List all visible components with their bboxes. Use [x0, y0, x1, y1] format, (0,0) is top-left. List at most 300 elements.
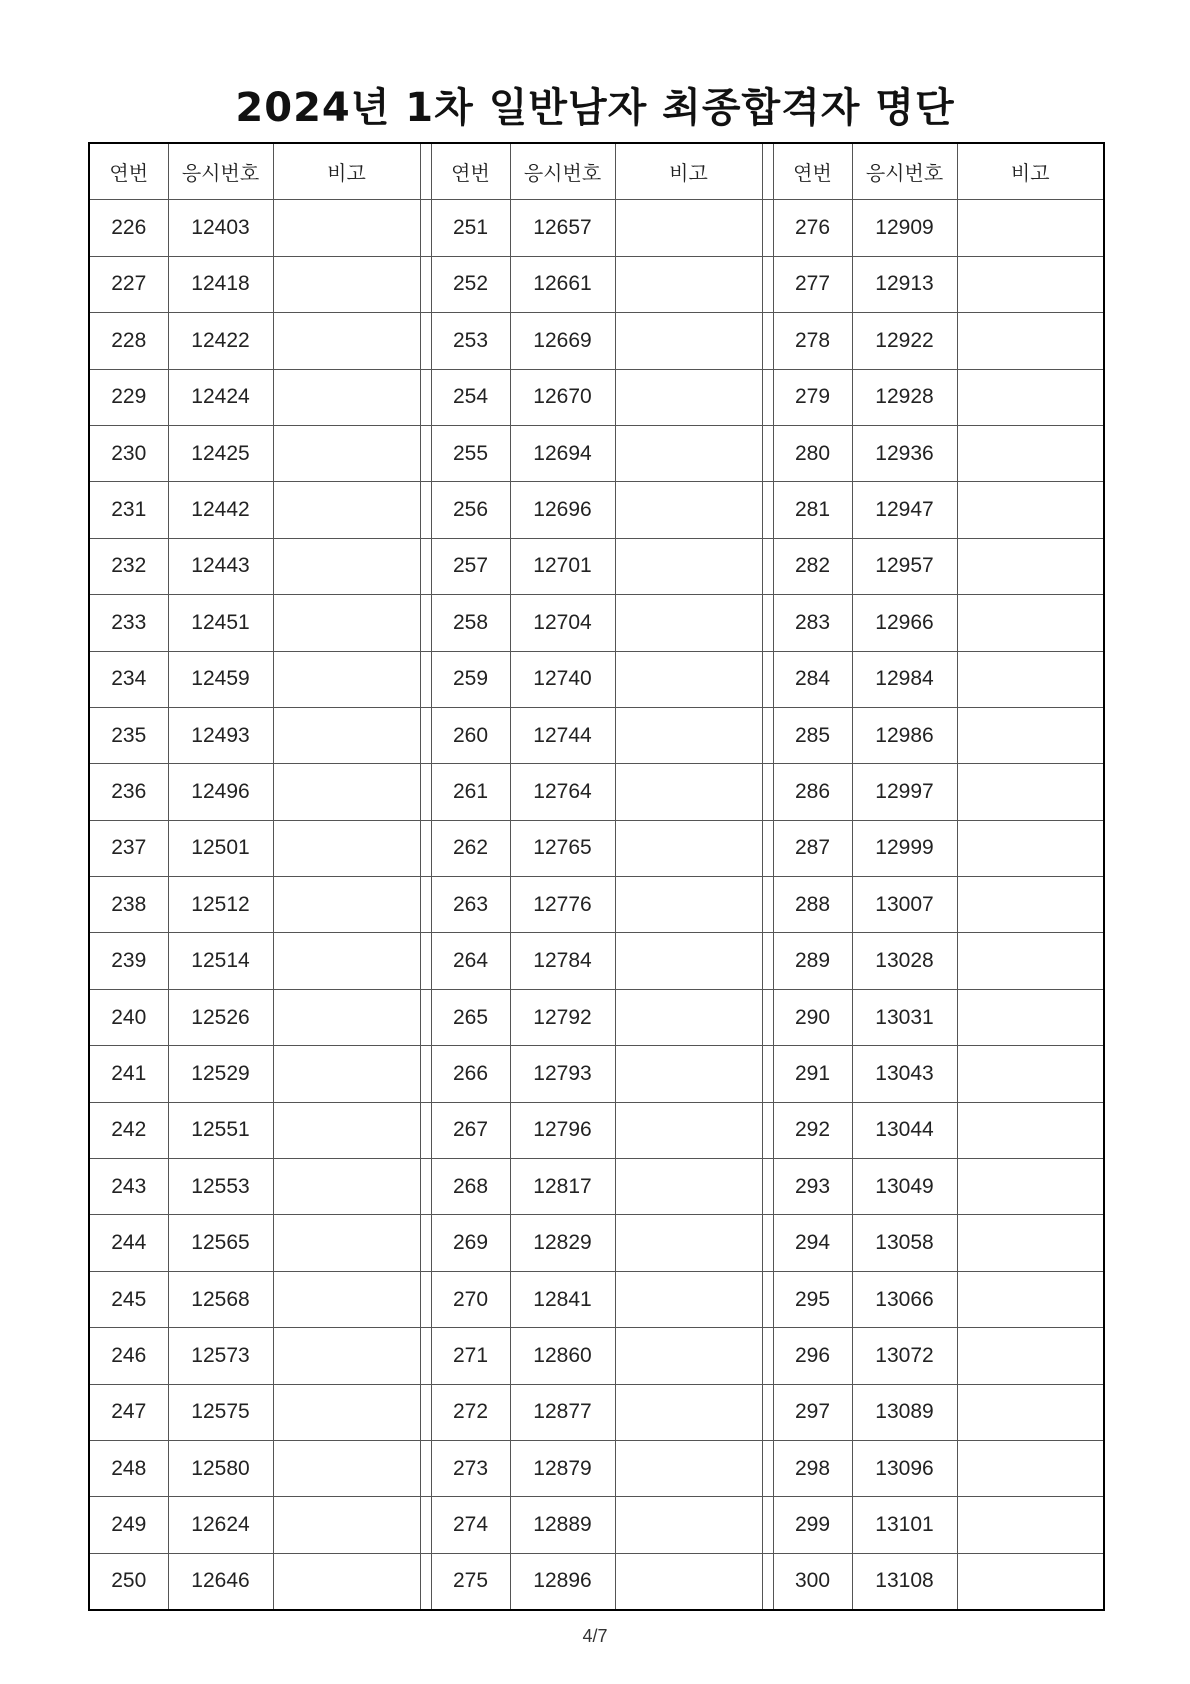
column-gap: [420, 200, 431, 256]
row-number: 227: [89, 256, 168, 312]
column-gap: [420, 425, 431, 481]
exam-number: 12501: [168, 820, 273, 876]
exam-number: 12529: [168, 1046, 273, 1102]
row-number: 280: [773, 425, 852, 481]
row-number: 299: [773, 1497, 852, 1553]
row-number: 260: [431, 707, 510, 763]
exam-number: 12966: [852, 595, 957, 651]
column-gap: [420, 1440, 431, 1496]
remarks-cell: [273, 369, 420, 425]
column-gap: [762, 933, 773, 989]
remarks-cell: [957, 425, 1104, 481]
exam-number: 12670: [510, 369, 615, 425]
exam-number: 12889: [510, 1497, 615, 1553]
exam-number: 12764: [510, 764, 615, 820]
row-number: 263: [431, 877, 510, 933]
column-gap: [762, 256, 773, 312]
table-row: [89, 369, 1104, 425]
remarks-cell: [273, 877, 420, 933]
remarks-cell: [615, 425, 762, 481]
column-gap: [420, 1497, 431, 1553]
exam-number: 12896: [510, 1553, 615, 1610]
row-number: 290: [773, 989, 852, 1045]
remarks-cell: [615, 707, 762, 763]
row-number: 298: [773, 1440, 852, 1496]
column-gap: [420, 877, 431, 933]
row-number: 255: [431, 425, 510, 481]
remarks-cell: [273, 1159, 420, 1215]
remarks-cell: [957, 313, 1104, 369]
row-number: 288: [773, 877, 852, 933]
row-number: 296: [773, 1328, 852, 1384]
remarks-cell: [615, 538, 762, 594]
row-number: 253: [431, 313, 510, 369]
row-number: 228: [89, 313, 168, 369]
remarks-cell: [957, 877, 1104, 933]
row-number: 300: [773, 1553, 852, 1610]
remarks-cell: [273, 1497, 420, 1553]
exam-number: 12646: [168, 1553, 273, 1610]
remarks-cell: [957, 538, 1104, 594]
row-number: 276: [773, 200, 852, 256]
row-number: 251: [431, 200, 510, 256]
remarks-cell: [957, 200, 1104, 256]
row-number: 293: [773, 1159, 852, 1215]
remarks-cell: [273, 1440, 420, 1496]
exam-number: 12580: [168, 1440, 273, 1496]
table-row: [89, 1102, 1104, 1158]
remarks-cell: [957, 1328, 1104, 1384]
table-row: [89, 200, 1104, 256]
column-gap: [420, 1102, 431, 1158]
row-number: 259: [431, 651, 510, 707]
exam-number: 12526: [168, 989, 273, 1045]
row-number: 270: [431, 1271, 510, 1327]
row-number: 235: [89, 707, 168, 763]
exam-number: 12669: [510, 313, 615, 369]
row-number: 268: [431, 1159, 510, 1215]
row-number: 286: [773, 764, 852, 820]
row-number: 232: [89, 538, 168, 594]
column-gap: [762, 369, 773, 425]
column-gap: [762, 1553, 773, 1610]
column-gap: [762, 1102, 773, 1158]
exam-number: 12793: [510, 1046, 615, 1102]
remarks-cell: [615, 1271, 762, 1327]
remarks-cell: [957, 707, 1104, 763]
column-gap: [762, 200, 773, 256]
row-number: 281: [773, 482, 852, 538]
column-gap: [762, 538, 773, 594]
column-gap: [762, 1046, 773, 1102]
row-number: 282: [773, 538, 852, 594]
table-row: [89, 989, 1104, 1045]
header-no: 연번: [431, 143, 510, 200]
row-number: 226: [89, 200, 168, 256]
exam-number: 12909: [852, 200, 957, 256]
column-gap: [420, 1159, 431, 1215]
remarks-cell: [615, 1440, 762, 1496]
remarks-cell: [615, 877, 762, 933]
column-gap: [762, 1440, 773, 1496]
header-remarks: 비고: [273, 143, 420, 200]
column-gap: [420, 1328, 431, 1384]
exam-number: 12922: [852, 313, 957, 369]
remarks-cell: [615, 256, 762, 312]
row-number: 249: [89, 1497, 168, 1553]
row-number: 238: [89, 877, 168, 933]
row-number: 247: [89, 1384, 168, 1440]
table-row: [89, 1328, 1104, 1384]
exam-number: 13089: [852, 1384, 957, 1440]
remarks-cell: [273, 707, 420, 763]
exam-number: 12442: [168, 482, 273, 538]
remarks-cell: [615, 1159, 762, 1215]
row-number: 229: [89, 369, 168, 425]
column-gap: [420, 989, 431, 1045]
remarks-cell: [273, 482, 420, 538]
remarks-cell: [957, 989, 1104, 1045]
exam-number: 12704: [510, 595, 615, 651]
exam-number: 13043: [852, 1046, 957, 1102]
remarks-cell: [957, 482, 1104, 538]
row-number: 292: [773, 1102, 852, 1158]
column-gap: [420, 482, 431, 538]
column-gap: [420, 313, 431, 369]
exam-number: 12657: [510, 200, 615, 256]
remarks-cell: [957, 1215, 1104, 1271]
row-number: 287: [773, 820, 852, 876]
exam-number: 12877: [510, 1384, 615, 1440]
exam-number: 12422: [168, 313, 273, 369]
exam-number: 12792: [510, 989, 615, 1045]
remarks-cell: [615, 482, 762, 538]
remarks-cell: [273, 1102, 420, 1158]
column-gap: [420, 1553, 431, 1610]
column-gap: [762, 1328, 773, 1384]
row-number: 294: [773, 1215, 852, 1271]
exam-number: 13044: [852, 1102, 957, 1158]
exam-number: 12744: [510, 707, 615, 763]
remarks-cell: [957, 651, 1104, 707]
roster-table: [88, 142, 1105, 1611]
exam-number: 12879: [510, 1440, 615, 1496]
column-gap: [420, 538, 431, 594]
row-number: 239: [89, 933, 168, 989]
remarks-cell: [957, 1440, 1104, 1496]
row-number: 273: [431, 1440, 510, 1496]
table-row: [89, 707, 1104, 763]
remarks-cell: [615, 595, 762, 651]
exam-number: 12425: [168, 425, 273, 481]
exam-number: 12776: [510, 877, 615, 933]
row-number: 241: [89, 1046, 168, 1102]
remarks-cell: [273, 425, 420, 481]
exam-number: 12459: [168, 651, 273, 707]
exam-number: 12424: [168, 369, 273, 425]
row-number: 295: [773, 1271, 852, 1327]
remarks-cell: [615, 1102, 762, 1158]
remarks-cell: [615, 1384, 762, 1440]
exam-number: 12553: [168, 1159, 273, 1215]
remarks-cell: [615, 933, 762, 989]
remarks-cell: [615, 820, 762, 876]
exam-number: 12451: [168, 595, 273, 651]
row-number: 272: [431, 1384, 510, 1440]
header-exam-no: 응시번호: [168, 143, 273, 200]
remarks-cell: [615, 989, 762, 1045]
row-number: 283: [773, 595, 852, 651]
column-gap: [762, 1159, 773, 1215]
exam-number: 12403: [168, 200, 273, 256]
table-row: [89, 1497, 1104, 1553]
row-number: 246: [89, 1328, 168, 1384]
table-row: [89, 256, 1104, 312]
remarks-cell: [615, 764, 762, 820]
row-number: 245: [89, 1271, 168, 1327]
remarks-cell: [957, 933, 1104, 989]
table-row: [89, 482, 1104, 538]
remarks-cell: [273, 1046, 420, 1102]
exam-number: 12575: [168, 1384, 273, 1440]
exam-number: 12829: [510, 1215, 615, 1271]
remarks-cell: [615, 369, 762, 425]
exam-number: 13101: [852, 1497, 957, 1553]
table-row: [89, 1271, 1104, 1327]
column-gap: [762, 877, 773, 933]
exam-number: 12514: [168, 933, 273, 989]
table-row: [89, 313, 1104, 369]
exam-number: 12512: [168, 877, 273, 933]
remarks-cell: [957, 1102, 1104, 1158]
exam-number: 12661: [510, 256, 615, 312]
exam-number: 12841: [510, 1271, 615, 1327]
exam-number: 12957: [852, 538, 957, 594]
column-gap: [420, 1046, 431, 1102]
row-number: 291: [773, 1046, 852, 1102]
column-gap: [762, 764, 773, 820]
row-number: 266: [431, 1046, 510, 1102]
remarks-cell: [957, 1553, 1104, 1610]
column-gap: [762, 989, 773, 1045]
row-number: 267: [431, 1102, 510, 1158]
column-gap: [420, 369, 431, 425]
row-number: 256: [431, 482, 510, 538]
remarks-cell: [615, 1328, 762, 1384]
table-row: [89, 933, 1104, 989]
remarks-cell: [615, 651, 762, 707]
column-gap: [762, 820, 773, 876]
remarks-cell: [957, 1271, 1104, 1327]
remarks-cell: [957, 1159, 1104, 1215]
exam-number: 12573: [168, 1328, 273, 1384]
table-row: [89, 425, 1104, 481]
column-gap: [420, 764, 431, 820]
remarks-cell: [273, 1384, 420, 1440]
row-number: 271: [431, 1328, 510, 1384]
row-number: 275: [431, 1553, 510, 1610]
row-number: 269: [431, 1215, 510, 1271]
exam-number: 13028: [852, 933, 957, 989]
column-gap: [762, 143, 773, 200]
table-row: [89, 1046, 1104, 1102]
remarks-cell: [273, 313, 420, 369]
exam-number: 12817: [510, 1159, 615, 1215]
row-number: 242: [89, 1102, 168, 1158]
exam-number: 13066: [852, 1271, 957, 1327]
table-row: [89, 651, 1104, 707]
exam-number: 12568: [168, 1271, 273, 1327]
table-row: [89, 877, 1104, 933]
exam-number: 12696: [510, 482, 615, 538]
row-number: 265: [431, 989, 510, 1045]
remarks-cell: [273, 989, 420, 1045]
remarks-cell: [273, 1215, 420, 1271]
remarks-cell: [615, 1553, 762, 1610]
exam-number: 12984: [852, 651, 957, 707]
exam-number: 12913: [852, 256, 957, 312]
exam-number: 13007: [852, 877, 957, 933]
column-gap: [420, 651, 431, 707]
table-row: [89, 820, 1104, 876]
remarks-cell: [615, 313, 762, 369]
exam-number: 12986: [852, 707, 957, 763]
table-row: [89, 1553, 1104, 1610]
column-gap: [762, 707, 773, 763]
column-gap: [762, 425, 773, 481]
row-number: 261: [431, 764, 510, 820]
row-number: 284: [773, 651, 852, 707]
table-row: [89, 1215, 1104, 1271]
exam-number: 12765: [510, 820, 615, 876]
row-number: 236: [89, 764, 168, 820]
header-exam-no: 응시번호: [852, 143, 957, 200]
row-number: 234: [89, 651, 168, 707]
row-number: 254: [431, 369, 510, 425]
header-row: [89, 143, 1104, 200]
row-number: 240: [89, 989, 168, 1045]
row-number: 252: [431, 256, 510, 312]
remarks-cell: [957, 820, 1104, 876]
row-number: 278: [773, 313, 852, 369]
page-number: 4/7: [582, 1626, 608, 1646]
remarks-cell: [273, 764, 420, 820]
header-exam-no: 응시번호: [510, 143, 615, 200]
row-number: 297: [773, 1384, 852, 1440]
exam-number: 12796: [510, 1102, 615, 1158]
row-number: 279: [773, 369, 852, 425]
remarks-cell: [957, 369, 1104, 425]
exam-number: 12694: [510, 425, 615, 481]
column-gap: [762, 1384, 773, 1440]
exam-number: 13096: [852, 1440, 957, 1496]
remarks-cell: [957, 595, 1104, 651]
table-row: [89, 595, 1104, 651]
exam-number: 12936: [852, 425, 957, 481]
remarks-cell: [273, 651, 420, 707]
remarks-cell: [957, 764, 1104, 820]
column-gap: [420, 707, 431, 763]
table-row: [89, 1440, 1104, 1496]
column-gap: [762, 1271, 773, 1327]
header-no: 연번: [89, 143, 168, 200]
exam-number: 12784: [510, 933, 615, 989]
table-row: [89, 764, 1104, 820]
exam-number: 12740: [510, 651, 615, 707]
remarks-cell: [615, 1215, 762, 1271]
row-number: 262: [431, 820, 510, 876]
exam-number: 12947: [852, 482, 957, 538]
remarks-cell: [273, 1553, 420, 1610]
exam-number: 12496: [168, 764, 273, 820]
remarks-cell: [615, 200, 762, 256]
exam-number: 12701: [510, 538, 615, 594]
remarks-cell: [273, 538, 420, 594]
exam-number: 13058: [852, 1215, 957, 1271]
remarks-cell: [957, 1497, 1104, 1553]
row-number: 289: [773, 933, 852, 989]
table-row: [89, 1159, 1104, 1215]
column-gap: [762, 313, 773, 369]
exam-number: 12999: [852, 820, 957, 876]
column-gap: [762, 1497, 773, 1553]
exam-number: 13072: [852, 1328, 957, 1384]
column-gap: [420, 1384, 431, 1440]
column-gap: [762, 1215, 773, 1271]
table-row: [89, 1384, 1104, 1440]
exam-number: 12928: [852, 369, 957, 425]
exam-number: 12860: [510, 1328, 615, 1384]
row-number: 274: [431, 1497, 510, 1553]
exam-number: 12624: [168, 1497, 273, 1553]
remarks-cell: [273, 933, 420, 989]
row-number: 264: [431, 933, 510, 989]
row-number: 243: [89, 1159, 168, 1215]
exam-number: 12443: [168, 538, 273, 594]
row-number: 230: [89, 425, 168, 481]
remarks-cell: [273, 1271, 420, 1327]
row-number: 257: [431, 538, 510, 594]
column-gap: [420, 820, 431, 876]
remarks-cell: [957, 1046, 1104, 1102]
header-no: 연번: [773, 143, 852, 200]
exam-number: 13049: [852, 1159, 957, 1215]
column-gap: [762, 651, 773, 707]
remarks-cell: [273, 256, 420, 312]
exam-number: 12997: [852, 764, 957, 820]
remarks-cell: [273, 1328, 420, 1384]
header-remarks: 비고: [615, 143, 762, 200]
row-number: 277: [773, 256, 852, 312]
exam-number: 12493: [168, 707, 273, 763]
exam-number: 13108: [852, 1553, 957, 1610]
row-number: 237: [89, 820, 168, 876]
table-row: [89, 538, 1104, 594]
remarks-cell: [957, 1384, 1104, 1440]
column-gap: [420, 256, 431, 312]
remarks-cell: [615, 1497, 762, 1553]
remarks-cell: [273, 595, 420, 651]
header-remarks: 비고: [957, 143, 1104, 200]
row-number: 233: [89, 595, 168, 651]
remarks-cell: [957, 256, 1104, 312]
remarks-cell: [273, 820, 420, 876]
column-gap: [762, 482, 773, 538]
column-gap: [420, 1271, 431, 1327]
column-gap: [420, 595, 431, 651]
remarks-cell: [273, 200, 420, 256]
row-number: 231: [89, 482, 168, 538]
